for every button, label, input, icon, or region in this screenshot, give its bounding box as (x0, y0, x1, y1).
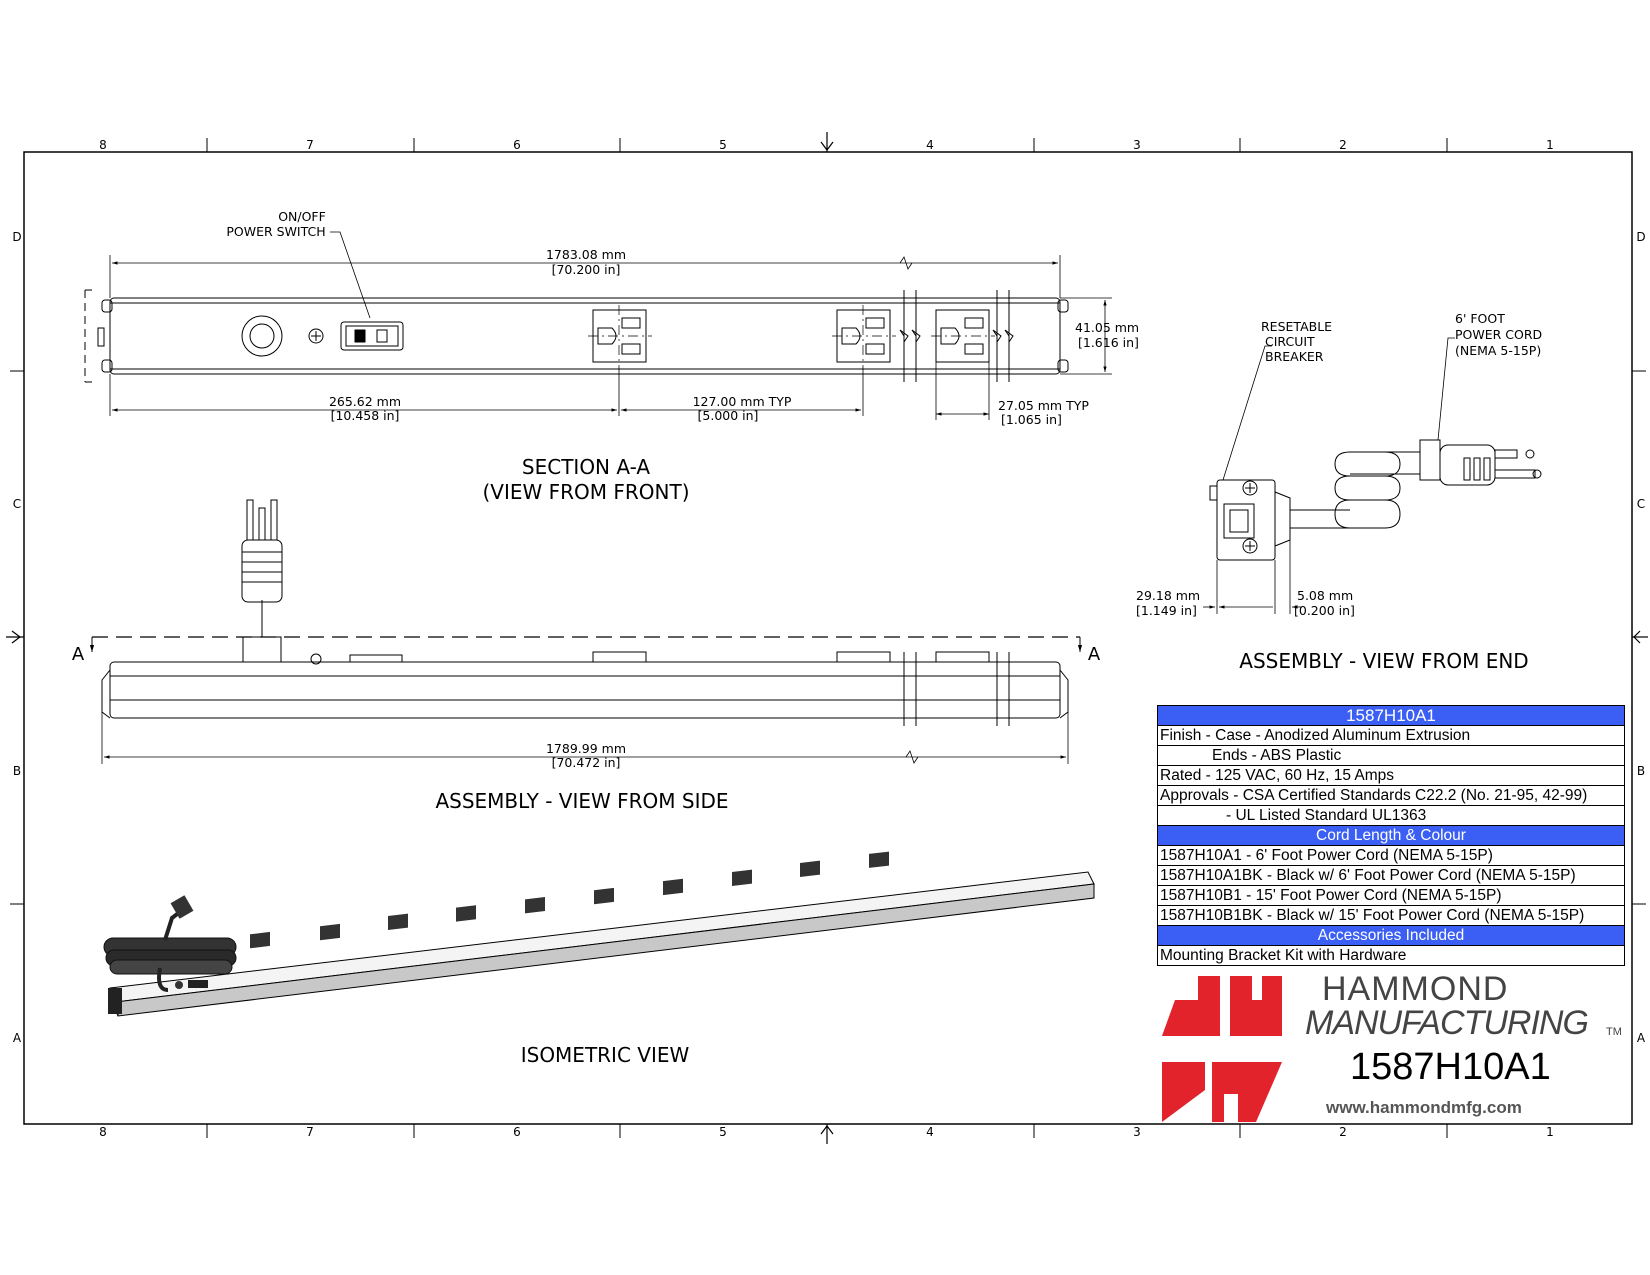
col-label: 7 (306, 138, 314, 152)
spec-cord-row: 1587H10A1 - 6' Foot Power Cord (NEMA 5-15P) (1158, 846, 1625, 866)
row-label: D (12, 230, 22, 244)
plug-icon (242, 540, 282, 602)
row-label: A (1636, 1031, 1646, 1045)
end-dimensions (1203, 338, 1455, 614)
col-label: 4 (926, 1125, 934, 1139)
dim-overall-mm: 1783.08 mm (545, 247, 627, 262)
col-label: 6 (513, 138, 521, 152)
col-label: 8 (99, 138, 107, 152)
breaker-button-icon (242, 316, 282, 356)
dim-overall-in: [70.200 in] (551, 262, 621, 277)
brand-part-number: 1587H10A1 (1350, 1046, 1551, 1088)
switch-callout: POWER SWITCH (226, 224, 326, 239)
brand-name-1: HAMMOND (1322, 970, 1509, 1008)
dim-pitch-in: [5.000 in] (697, 408, 759, 423)
col-label: 5 (719, 1125, 727, 1139)
dim-first-in: [10.458 in] (330, 408, 400, 423)
end-view-title: ASSEMBLY - VIEW FROM END (1239, 649, 1529, 673)
side-view (92, 500, 1080, 726)
cord-callout: POWER CORD (1455, 327, 1543, 342)
col-label: 6 (513, 1125, 521, 1139)
row-label: C (12, 497, 22, 511)
row-label: B (12, 764, 22, 778)
spec-row: Rated - 125 VAC, 60 Hz, 15 Amps (1158, 766, 1625, 786)
row-label: B (1636, 764, 1646, 778)
brand-website: www.hammondmfg.com (1326, 1098, 1522, 1117)
spec-row: - UL Listed Standard UL1363 (1158, 806, 1625, 826)
dim-lip-mm: 5.08 mm (1297, 588, 1354, 603)
breaker-callout: BREAKER (1265, 349, 1324, 364)
switch-callout: ON/OFF (278, 209, 326, 224)
isometric-view-title: ISOMETRIC VIEW (520, 1043, 690, 1067)
dim-depth-in: [1.149 in] (1136, 603, 1197, 618)
spec-cord-row: 1587H10A1BK - Black w/ 6' Foot Power Cord (NEMA 5-15P) (1158, 866, 1625, 886)
col-label: 3 (1133, 138, 1141, 152)
dim-outlet-in: [1.065 in] (1001, 412, 1062, 427)
col-label: 2 (1339, 138, 1347, 152)
outlet-icon (936, 310, 989, 362)
front-view-subtitle: (VIEW FROM FRONT) (482, 480, 690, 504)
spec-cord-header: Cord Length & Colour (1158, 826, 1625, 846)
dim-pitch-mm: 127.00 mm TYP (692, 394, 792, 409)
dim-depth-mm: 29.18 mm (1136, 588, 1201, 603)
brand-name-2: MANUFACTURING (1305, 1004, 1588, 1042)
col-label: 2 (1339, 1125, 1347, 1139)
col-label: 1 (1546, 138, 1554, 152)
row-label: D (1636, 230, 1646, 244)
spec-row: Finish - Case - Anodized Aluminum Extrusion (1158, 726, 1625, 746)
spec-accessories-header: Accessories Included (1158, 926, 1625, 946)
front-view-title: SECTION A-A (521, 455, 651, 479)
front-view (85, 290, 1068, 382)
side-view-title: ASSEMBLY - VIEW FROM SIDE (435, 789, 729, 813)
outlet-icon (593, 310, 646, 362)
section-label-a: A (71, 644, 85, 665)
breaker-callout: RESETABLE (1261, 319, 1333, 334)
dim-height-mm: 41.05 mm (1075, 320, 1140, 335)
dim-height-in: [1.616 in] (1078, 335, 1139, 350)
cord-callout: (NEMA 5-15P) (1455, 343, 1542, 358)
breaker-callout: CIRCUIT (1265, 334, 1315, 349)
spec-accessory-row: Mounting Bracket Kit with Hardware (1158, 946, 1625, 966)
end-view (1210, 440, 1541, 560)
spec-row: Approvals - CSA Certified Standards C22.2 (No. 21-95, 42-99) (1158, 786, 1625, 806)
outlet-icon (837, 310, 890, 362)
dim-side-mm: 1789.99 mm (545, 741, 627, 756)
row-label: C (1636, 497, 1646, 511)
plug-icon (1420, 440, 1440, 480)
spec-cord-row: 1587H10B1 - 15' Foot Power Cord (NEMA 5-15P) (1158, 886, 1625, 906)
dim-side-in: [70.472 in] (551, 755, 621, 770)
dim-lip-in: [0.200 in] (1294, 603, 1355, 618)
spec-table (1157, 705, 1625, 966)
hammond-logo-icon (1162, 976, 1282, 1122)
col-label: 1 (1546, 1125, 1554, 1139)
col-label: 7 (306, 1125, 314, 1139)
dim-first-mm: 265.62 mm (328, 394, 402, 409)
spec-row: Ends - ABS Plastic (1158, 746, 1625, 766)
col-label: 5 (719, 138, 727, 152)
dim-outlet-mm: 27.05 mm TYP (998, 398, 1089, 413)
brand-tm: TM (1606, 1026, 1622, 1038)
row-label: A (12, 1031, 22, 1045)
col-label: 8 (99, 1125, 107, 1139)
spec-cord-row: 1587H10B1BK - Black w/ 15' Foot Power Cord (NEMA 5-15P) (1158, 906, 1625, 926)
spec-part-header: 1587H10A1 (1158, 706, 1625, 726)
col-label: 3 (1133, 1125, 1141, 1139)
section-label-a: A (1087, 644, 1101, 665)
col-label: 4 (926, 138, 934, 152)
cord-callout: 6' FOOT (1455, 311, 1505, 326)
isometric-view (104, 852, 1094, 1067)
